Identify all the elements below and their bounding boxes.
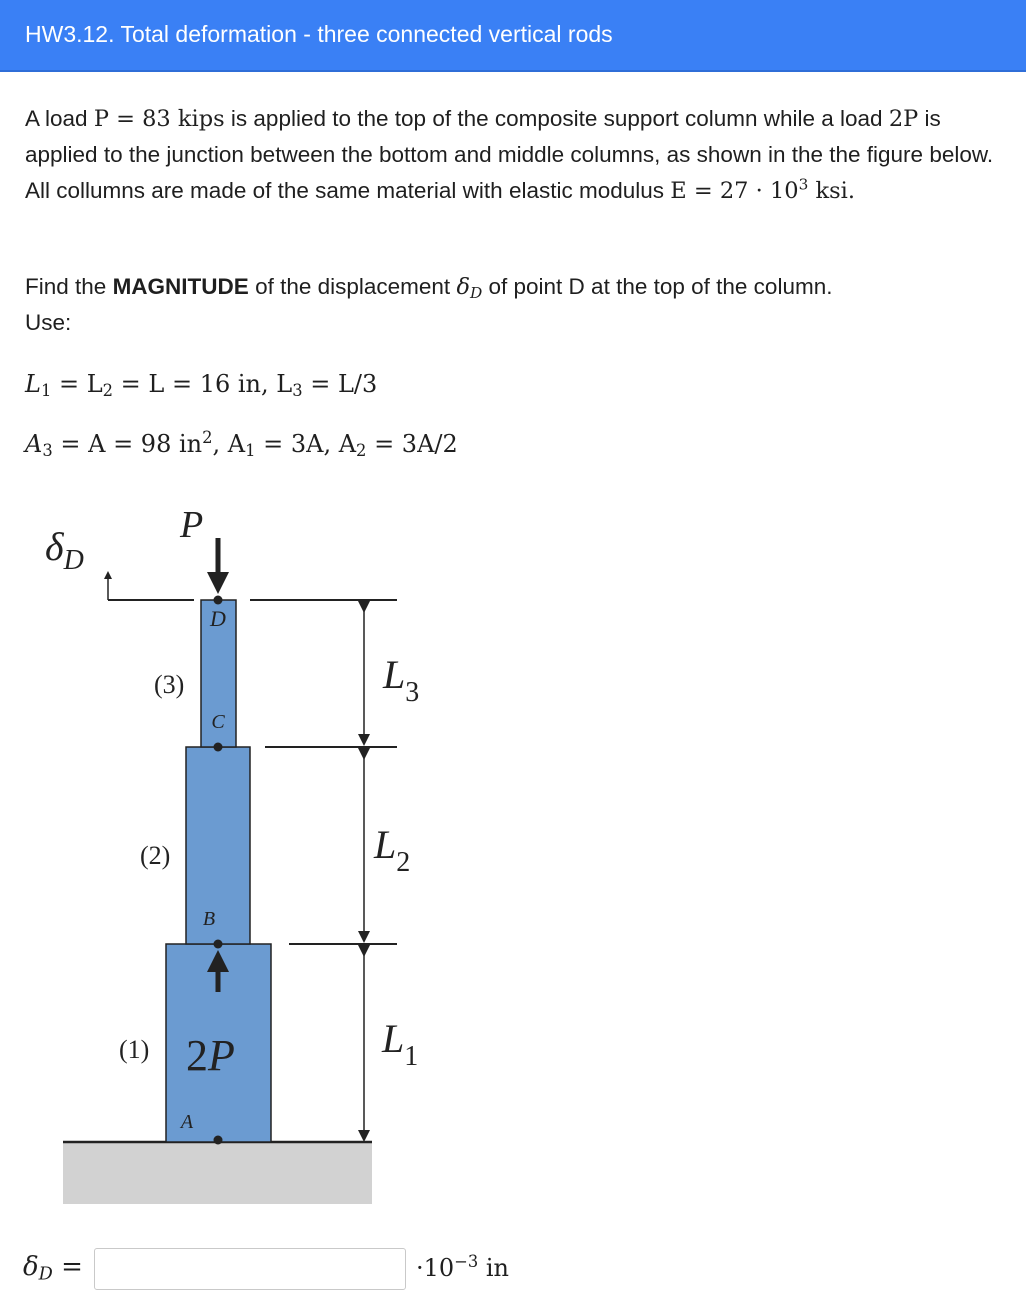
delta-D-symbol: $\delta_D$ [456,274,483,302]
L2-label: $L_2$ [374,822,411,878]
delta-D-label: $\delta_D$ [45,524,84,576]
load-P-label: P [180,504,204,546]
point-D-dot [214,596,223,605]
question-title: HW3.12. Total deformation - three connected vertical rods [25,21,613,47]
task-statement: Find the MAGNITUDE of the displacement $\delta_D$ of point D at the top of the column. Use: [25,274,833,335]
header-bar [0,0,1026,72]
rod-2-label: (2) [140,841,171,870]
point-D-label: D [210,606,226,631]
load-2P-label: 2P [186,1031,235,1080]
point-C-label: C [211,711,225,733]
elastic-modulus: $E = 27 \cdot 10^3$ ksi. [670,175,856,204]
point-C-dot [214,743,223,752]
answer-unit: $\cdot 10^{-3}$ in [416,1252,509,1282]
load-P-value: P = 83 kips [93,106,225,132]
rod-1-label: (1) [119,1035,150,1064]
column-figure [0,490,520,1220]
problem-statement: A load P = 83 kips is applied to the top of the composite support column while a load 2P is applied to the junction between the bottom and middle columns, as shown in the the figure below. All collumns are made of the same material with elastic modulus $E = 27 \cdot 10^3$ ksi. [25,106,994,204]
L3-label: $L_3$ [383,652,420,708]
use-label: Use: [25,310,72,335]
L1-label: $L_1$ [382,1016,419,1072]
ground-block [63,1142,372,1204]
given-areas: $A_3 = A = 98$ $in^2$, $A_1 = 3A$, $A_2 = 3A/2$ [25,428,458,461]
load-2P: 2P [888,106,919,132]
point-B-dot [214,940,223,949]
load-P-arrowhead [207,572,229,594]
rod-3-label: (3) [154,670,185,699]
point-A-label: A [180,1111,194,1133]
point-A-dot [214,1136,223,1145]
rod-2 [186,747,250,944]
given-lengths: $L_1 = L_2 = L = 16$ in, $L_3 = L/3$ [25,370,378,401]
point-B-label: B [202,908,216,930]
delta-D-arrowhead [104,571,112,579]
answer-row [0,1240,1026,1300]
answer-label: $\delta_D$ = [23,1252,83,1285]
magnitude-emphasis: MAGNITUDE [112,274,249,299]
answer-input[interactable] [94,1248,406,1290]
